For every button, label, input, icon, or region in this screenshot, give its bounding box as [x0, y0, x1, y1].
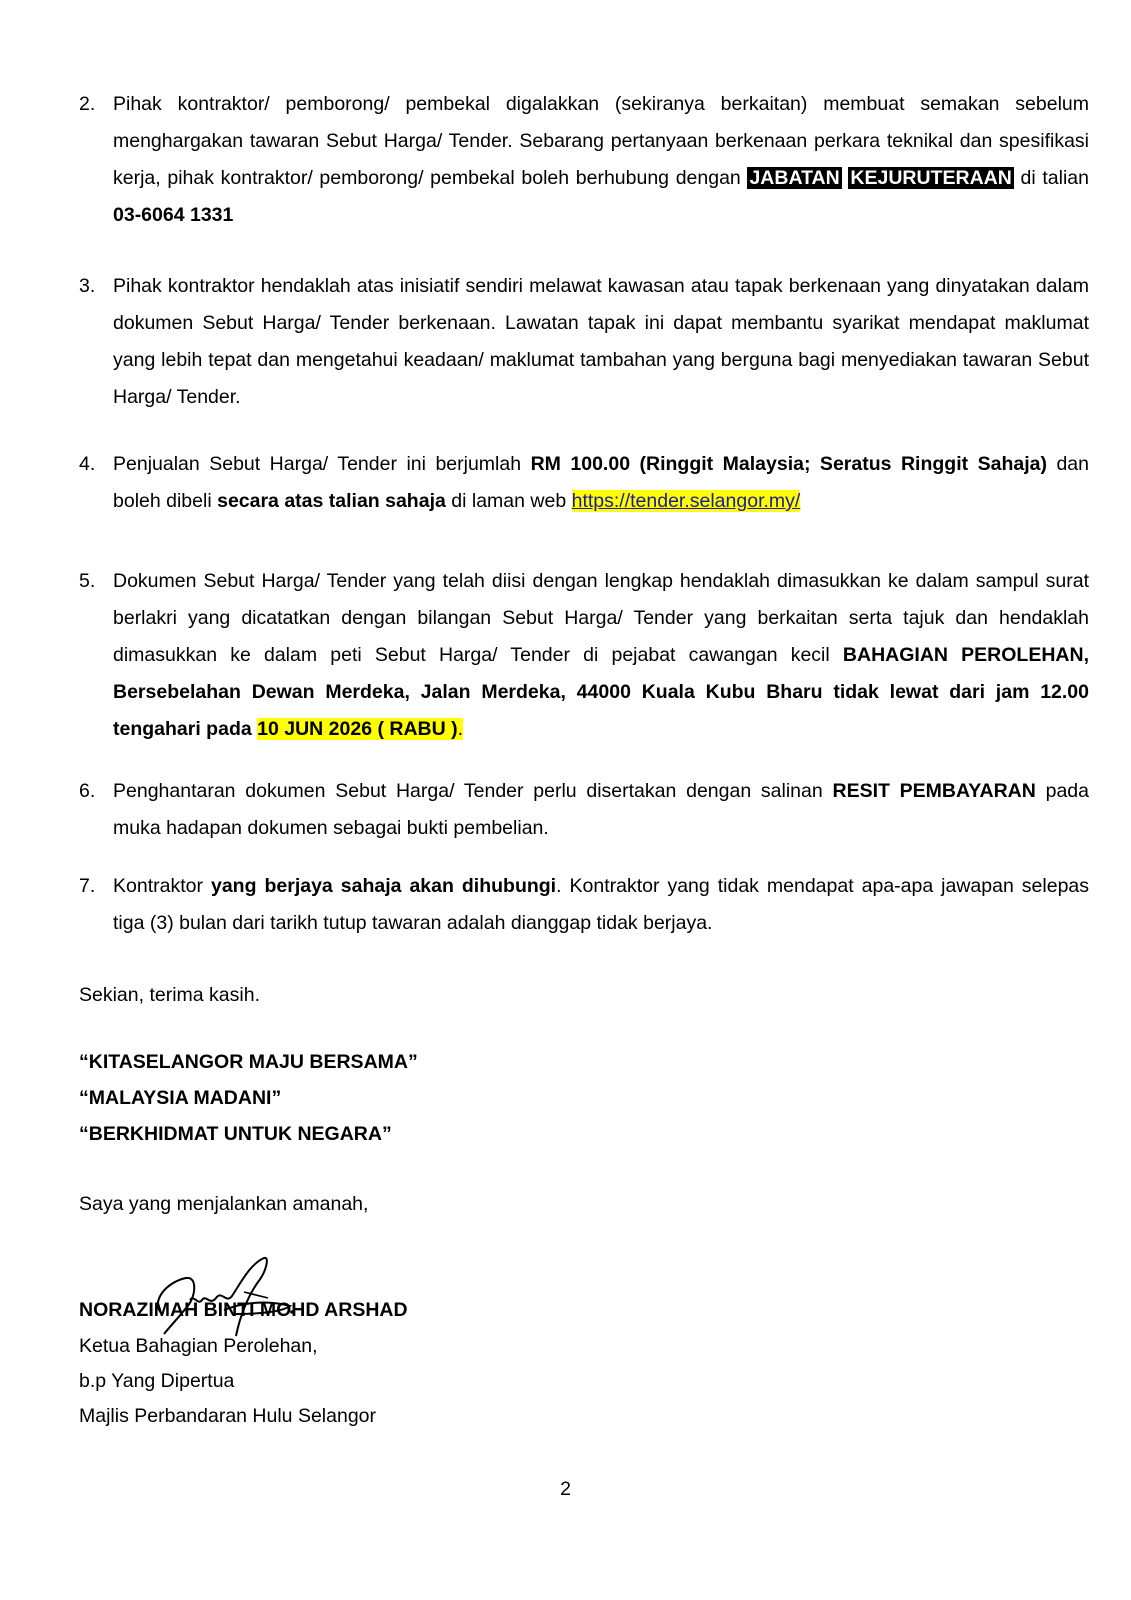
price: RM 100.00 (Ringgit Malaysia; Seratus Ringgit Sahaja) [530, 453, 1047, 475]
signatory-on-behalf: b.p Yang Dipertua [79, 1370, 235, 1392]
item-number: 6. [79, 780, 96, 802]
item-text: Penjualan Sebut Harga/ Tender ini berjumlah RM 100.00 (Ringgit Malaysia; Seratus Ringgit Sahaja) dan boleh dibeli secara atas talian sahaja di laman web https://tender.selangor.my/ [113, 453, 1089, 512]
list-item-7 [79, 868, 1089, 942]
receipt-label: RESIT PEMBAYARAN [832, 780, 1036, 802]
tender-link[interactable]: https://tender.selangor.my/ [571, 490, 801, 512]
page-number: 2 [560, 1478, 571, 1500]
department-label: KEJURUTERAAN [850, 167, 1012, 189]
list-item-5 [79, 563, 1089, 748]
item-number: 3. [79, 275, 96, 297]
item-number: 4. [79, 453, 96, 475]
list-item-4 [79, 446, 1089, 520]
item-text: Pihak kontraktor hendaklah atas inisiatif sendiri melawat kawasan atau tapak berkenaan yang dinyatakan dalam dokumen Sebut Harga/ Tender berkenaan. Lawatan tapak ini dapat membantu syarikat mendapat maklumat yang lebih tepat dan mengetahui keadaan/ maklumat tambahan yang berguna bagi menyediakan tawaran Sebut Harga/ Tender. [113, 275, 1089, 408]
item-text: Penghantaran dokumen Sebut Harga/ Tender perlu disertakan dengan salinan RESIT PEMBAYARAN pada muka hadapan dokumen sebagai bukti pembelian. [113, 780, 1089, 839]
deadline-date: 10 JUN 2026 ( RABU ) [257, 718, 458, 740]
list-item-3 [79, 268, 1089, 416]
signatory-organization: Majlis Perbandaran Hulu Selangor [79, 1405, 377, 1427]
signoff-text: Saya yang menjalankan amanah, [79, 1193, 369, 1215]
item-text: Pihak kontraktor/ pemborong/ pembekal digalakkan (sekiranya berkaitan) membuat semakan sebelum menghargakan tawaran Sebut Harga/ Tender. Sebarang pertanyaan berkenaan perkara teknikal dan spesifikasi kerja, pihak kontraktor/ pemborong/ pembekal boleh berhubung dengan JABATAN KEJURUTERAAN di talian 03-6064 1331 [113, 93, 1089, 226]
item-text: Dokumen Sebut Harga/ Tender yang telah diisi dengan lengkap hendaklah dimasukkan ke dalam sampul surat berlakri yang dicatatkan dengan bilangan Sebut Harga/ Tender yang berkaitan serta tajuk dan hendaklah dimasukkan ke dalam peti Sebut Harga/ Tender di pejabat cawangan kecil BAHAGIAN PEROLEHAN, Bersebelahan Dewan Merdeka, Jalan Merdeka, 44000 Kuala Kubu Bharu tidak lewat dari jam 12.00 tengahari pada 10 JUN 2026 ( RABU ). [113, 570, 1090, 740]
item-number: 2. [79, 93, 96, 115]
list-item-6 [79, 773, 1089, 847]
department-label: JABATAN [749, 167, 840, 189]
item-text: Kontraktor yang berjaya sahaja akan dihubungi. Kontraktor yang tidak mendapat apa-apa jawapan selepas tiga (3) bulan dari tarikh tutup tawaran adalah dianggap tidak berjaya. [113, 875, 1090, 934]
motto-line: “MALAYSIA MADANI” [79, 1087, 282, 1109]
closing-text: Sekian, terima kasih. [79, 984, 260, 1006]
item-number: 7. [79, 875, 96, 897]
signatory-name: NORAZIMAH BINTI MOHD ARSHAD [79, 1299, 408, 1321]
item-number: 5. [79, 570, 96, 592]
phone-number: 03-6064 1331 [113, 204, 234, 226]
signatory-title: Ketua Bahagian Perolehan, [79, 1335, 318, 1357]
list-item-2 [79, 86, 1089, 234]
motto-line: “KITASELANGOR MAJU BERSAMA” [79, 1051, 418, 1073]
submission-location: BAHAGIAN PEROLEHAN, Bersebelahan Dewan Merdeka, Jalan Merdeka, 44000 Kuala Kubu Bharu tidak lewat dari jam 12.00 tengahari pada [113, 644, 1090, 740]
motto-line: “BERKHIDMAT UNTUK NEGARA” [79, 1123, 392, 1145]
